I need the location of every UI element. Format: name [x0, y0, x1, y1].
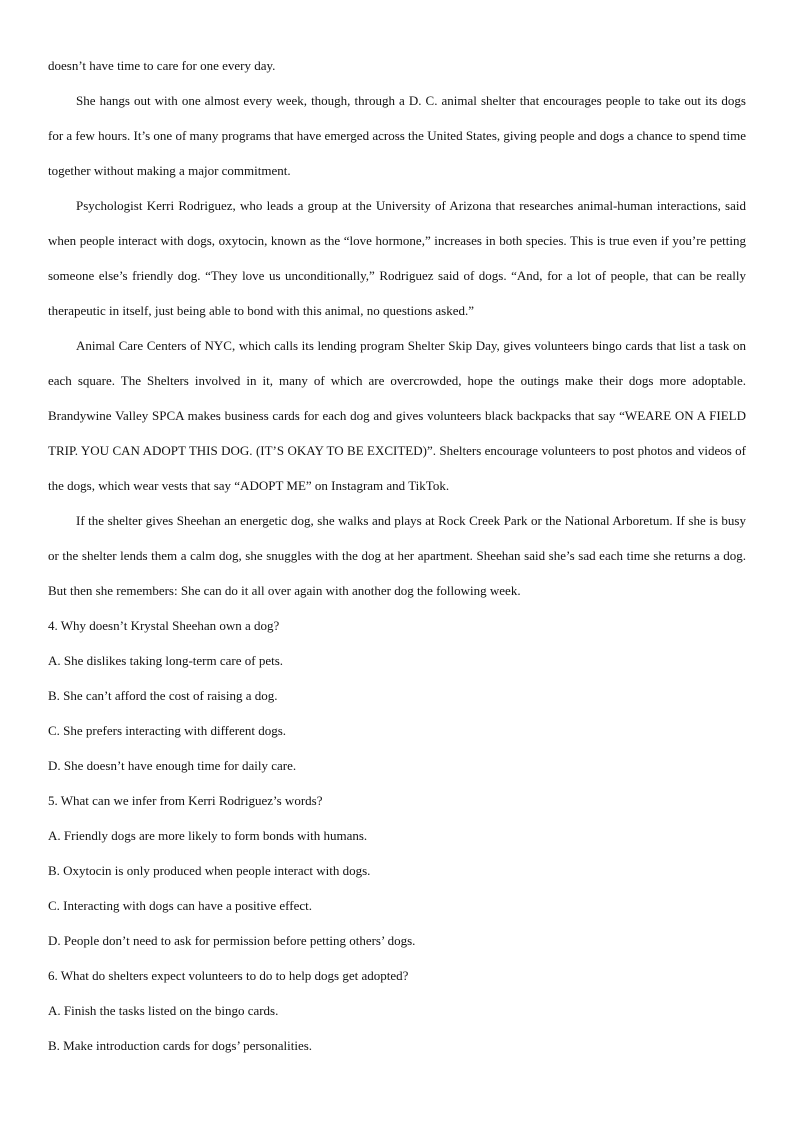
option-6b: B. Make introduction cards for dogs’ personalities.: [48, 1038, 313, 1053]
passage-paragraph: Animal Care Centers of NYC, which calls its lending program Shelter Skip Day, gives volunteers bingo cards that list a task on each square. The Shelters involved in it, many of which are overcrowded, hope the outings make their dogs more adoptable. Brandywine Valley SPCA makes business cards for each dog and gives volunteers black backpacks that say “WEARE ON A FIELD TRIP. YOU CAN ADOPT THIS DOG. (IT’S OKAY TO BE EXCITED)”. Shelters encourage volunteers to post photos and videos of the dogs, which wear vests that say “ADOPT ME” on Instagram and TikTok.: [48, 338, 746, 493]
question-5: 5. What can we infer from Kerri Rodriguez’s words?: [48, 793, 323, 808]
passage-paragraph: doesn’t have time to care for one every day.: [48, 58, 276, 73]
option-5c: C. Interacting with dogs can have a positive effect.: [48, 898, 313, 913]
passage-paragraph: She hangs out with one almost every week, though, through a D. C. animal shelter that encourages people to take out its dogs for a few hours. It’s one of many programs that have emerged across the United States, giving people and dogs a chance to spend time together without making a major commitment.: [48, 93, 746, 178]
document-page: [48, 48, 746, 1063]
option-5b: B. Oxytocin is only produced when people interact with dogs.: [48, 863, 371, 878]
question-4: 4. Why doesn’t Krystal Sheehan own a dog?: [48, 618, 280, 633]
option-4c: C. She prefers interacting with different dogs.: [48, 723, 287, 738]
option-6a: A. Finish the tasks listed on the bingo cards.: [48, 1003, 279, 1018]
option-5d: D. People don’t need to ask for permission before petting others’ dogs.: [48, 933, 416, 948]
option-4d: D. She doesn’t have enough time for daily care.: [48, 758, 297, 773]
option-4a: A. She dislikes taking long-term care of pets.: [48, 653, 284, 668]
option-5a: A. Friendly dogs are more likely to form bonds with humans.: [48, 828, 368, 843]
question-6: 6. What do shelters expect volunteers to do to help dogs get adopted?: [48, 968, 409, 983]
passage-paragraph: If the shelter gives Sheehan an energetic dog, she walks and plays at Rock Creek Park or the National Arboretum. If she is busy or the shelter lends them a calm dog, she snuggles with the dog at her apartment. Sheehan said she’s sad each time she returns a dog. But then she remembers: She can do it all over again with another dog the following week.: [48, 513, 746, 598]
option-4b: B. She can’t afford the cost of raising a dog.: [48, 688, 278, 703]
passage-paragraph: Psychologist Kerri Rodriguez, who leads a group at the University of Arizona that researches animal-human interactions, said when people interact with dogs, oxytocin, known as the “love hormone,” increases in both species. This is true even if you’re petting someone else’s friendly dog. “They love us unconditionally,” Rodriguez said of dogs. “And, for a lot of people, that can be really therapeutic in itself, just being able to bond with this animal, no questions asked.”: [48, 198, 746, 318]
